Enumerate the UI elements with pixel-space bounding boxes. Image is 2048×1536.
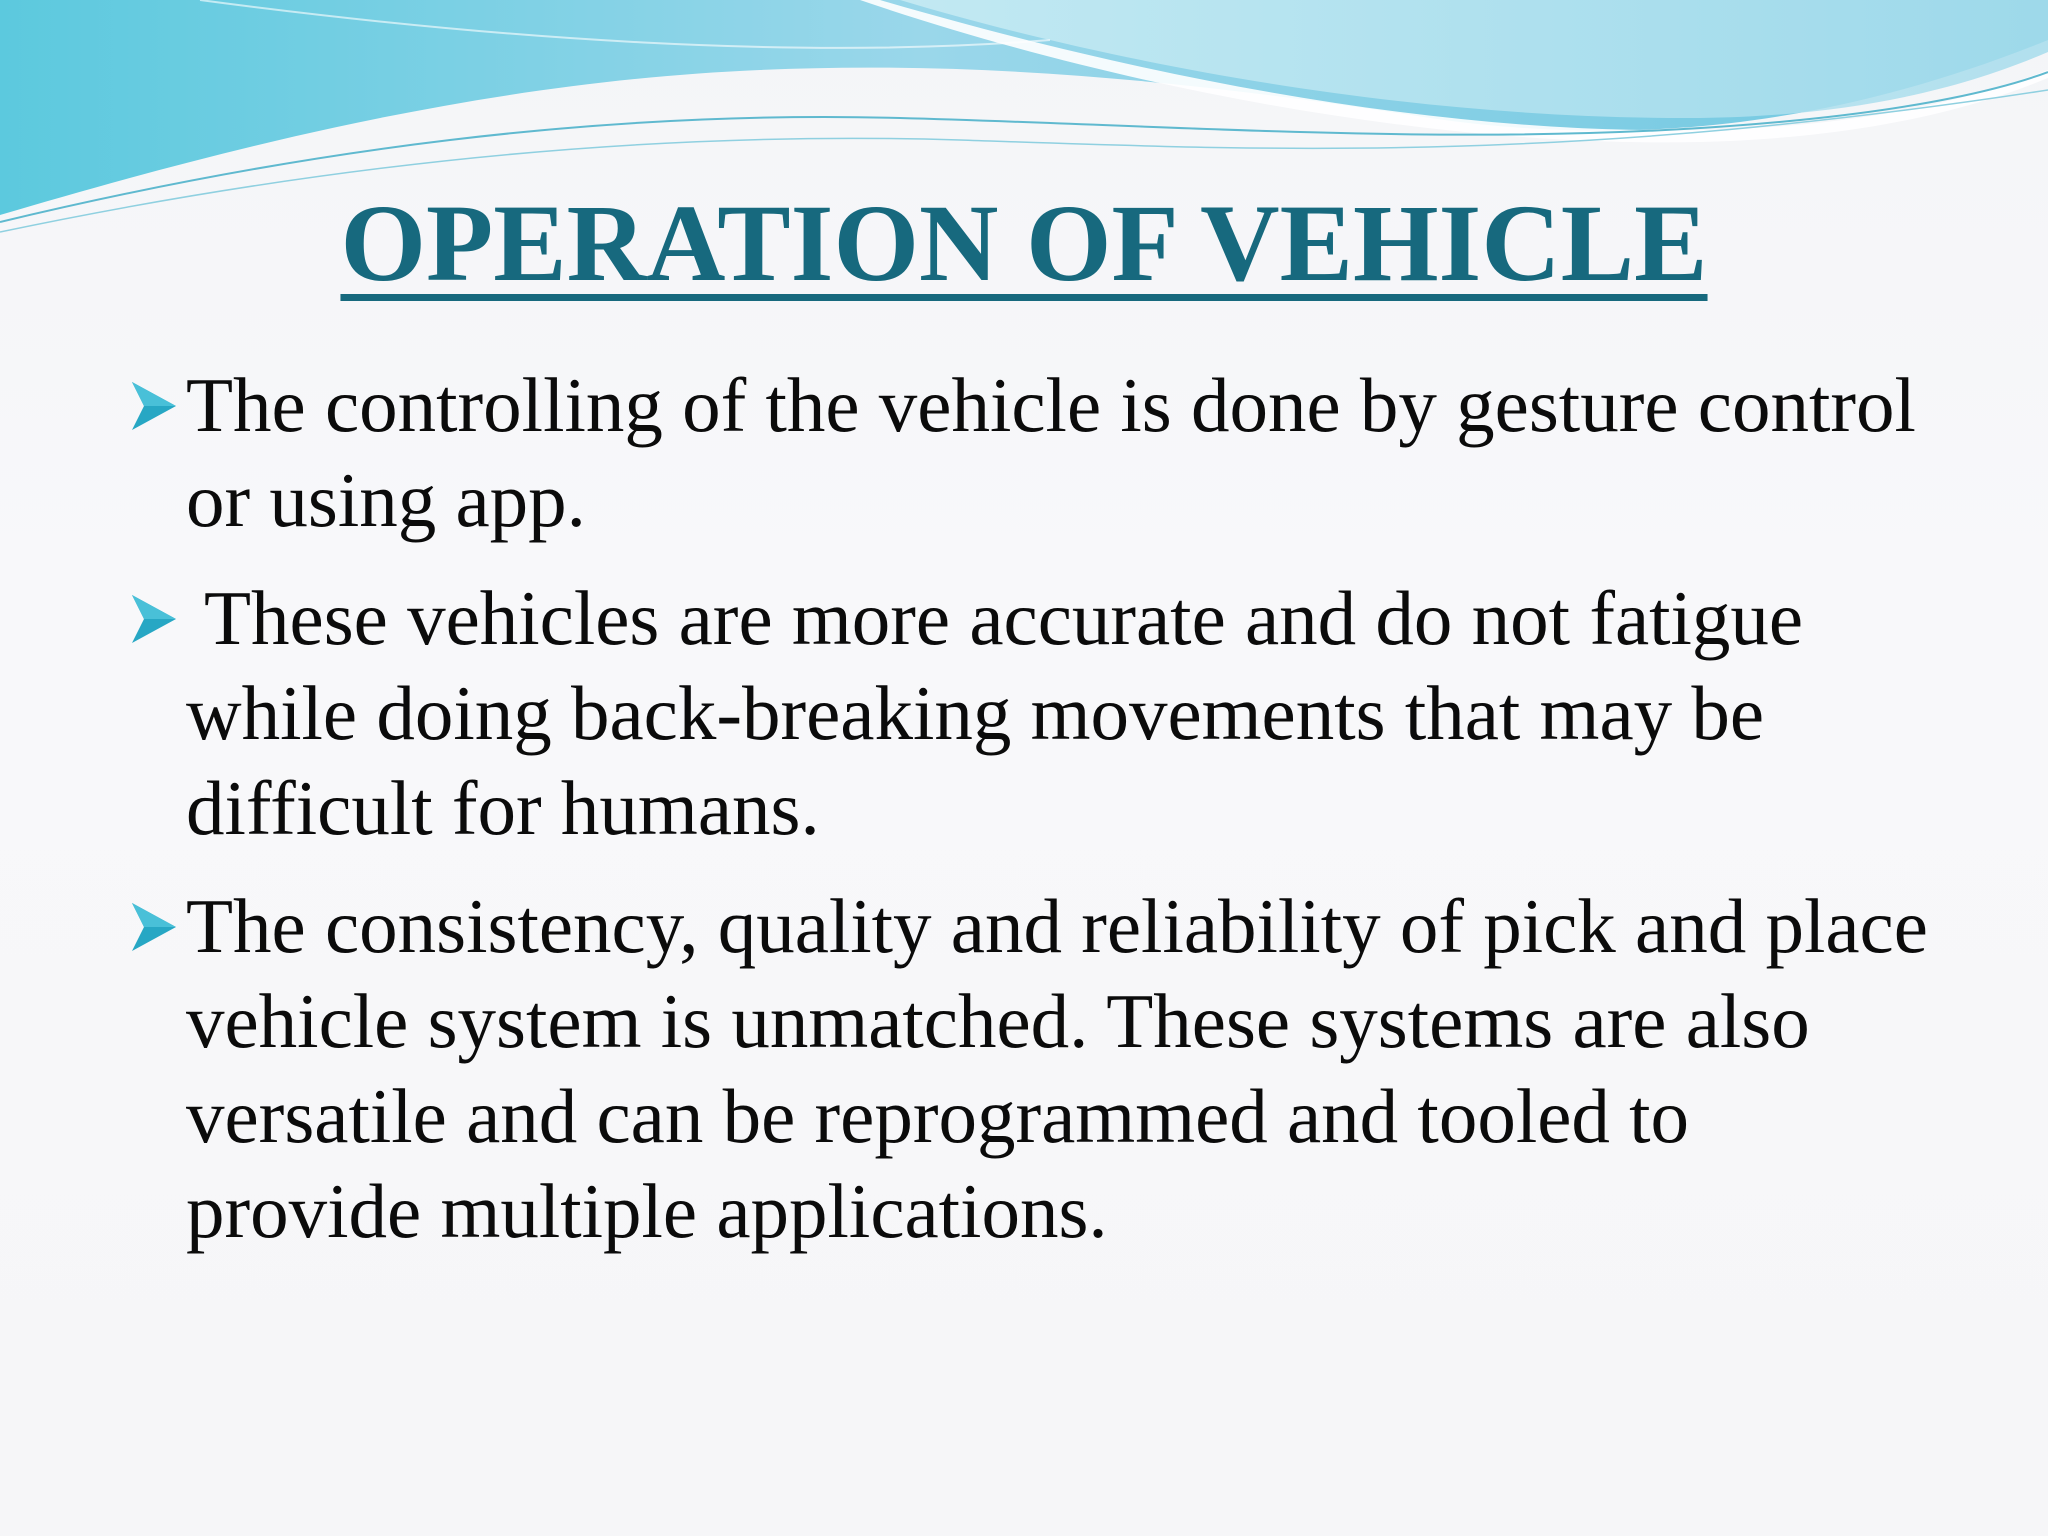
arrow-bullet-icon [128,899,180,955]
slide-title: OPERATION OF VEHICLE [340,182,1708,304]
bullet-item [128,879,1928,1259]
arrow-bullet-icon [128,591,180,647]
bullet-item [128,571,1928,856]
arrow-bullet-icon [128,378,180,434]
bullet-text: These vehicles are more accurate and do not fatigue while doing back-breaking movements that may be difficult for humans. [186,575,1804,851]
bullet-text: The consistency, quality and reliability of pick and place vehicle system is unmatched. These systems are also versatile and can be reprogrammed and tooled to provide multiple applications. [186,883,1928,1254]
bullet-item [128,358,1928,548]
bullet-text: The controlling of the vehicle is done by gesture control or using app. [186,362,1916,543]
bullet-list [128,358,1928,1282]
